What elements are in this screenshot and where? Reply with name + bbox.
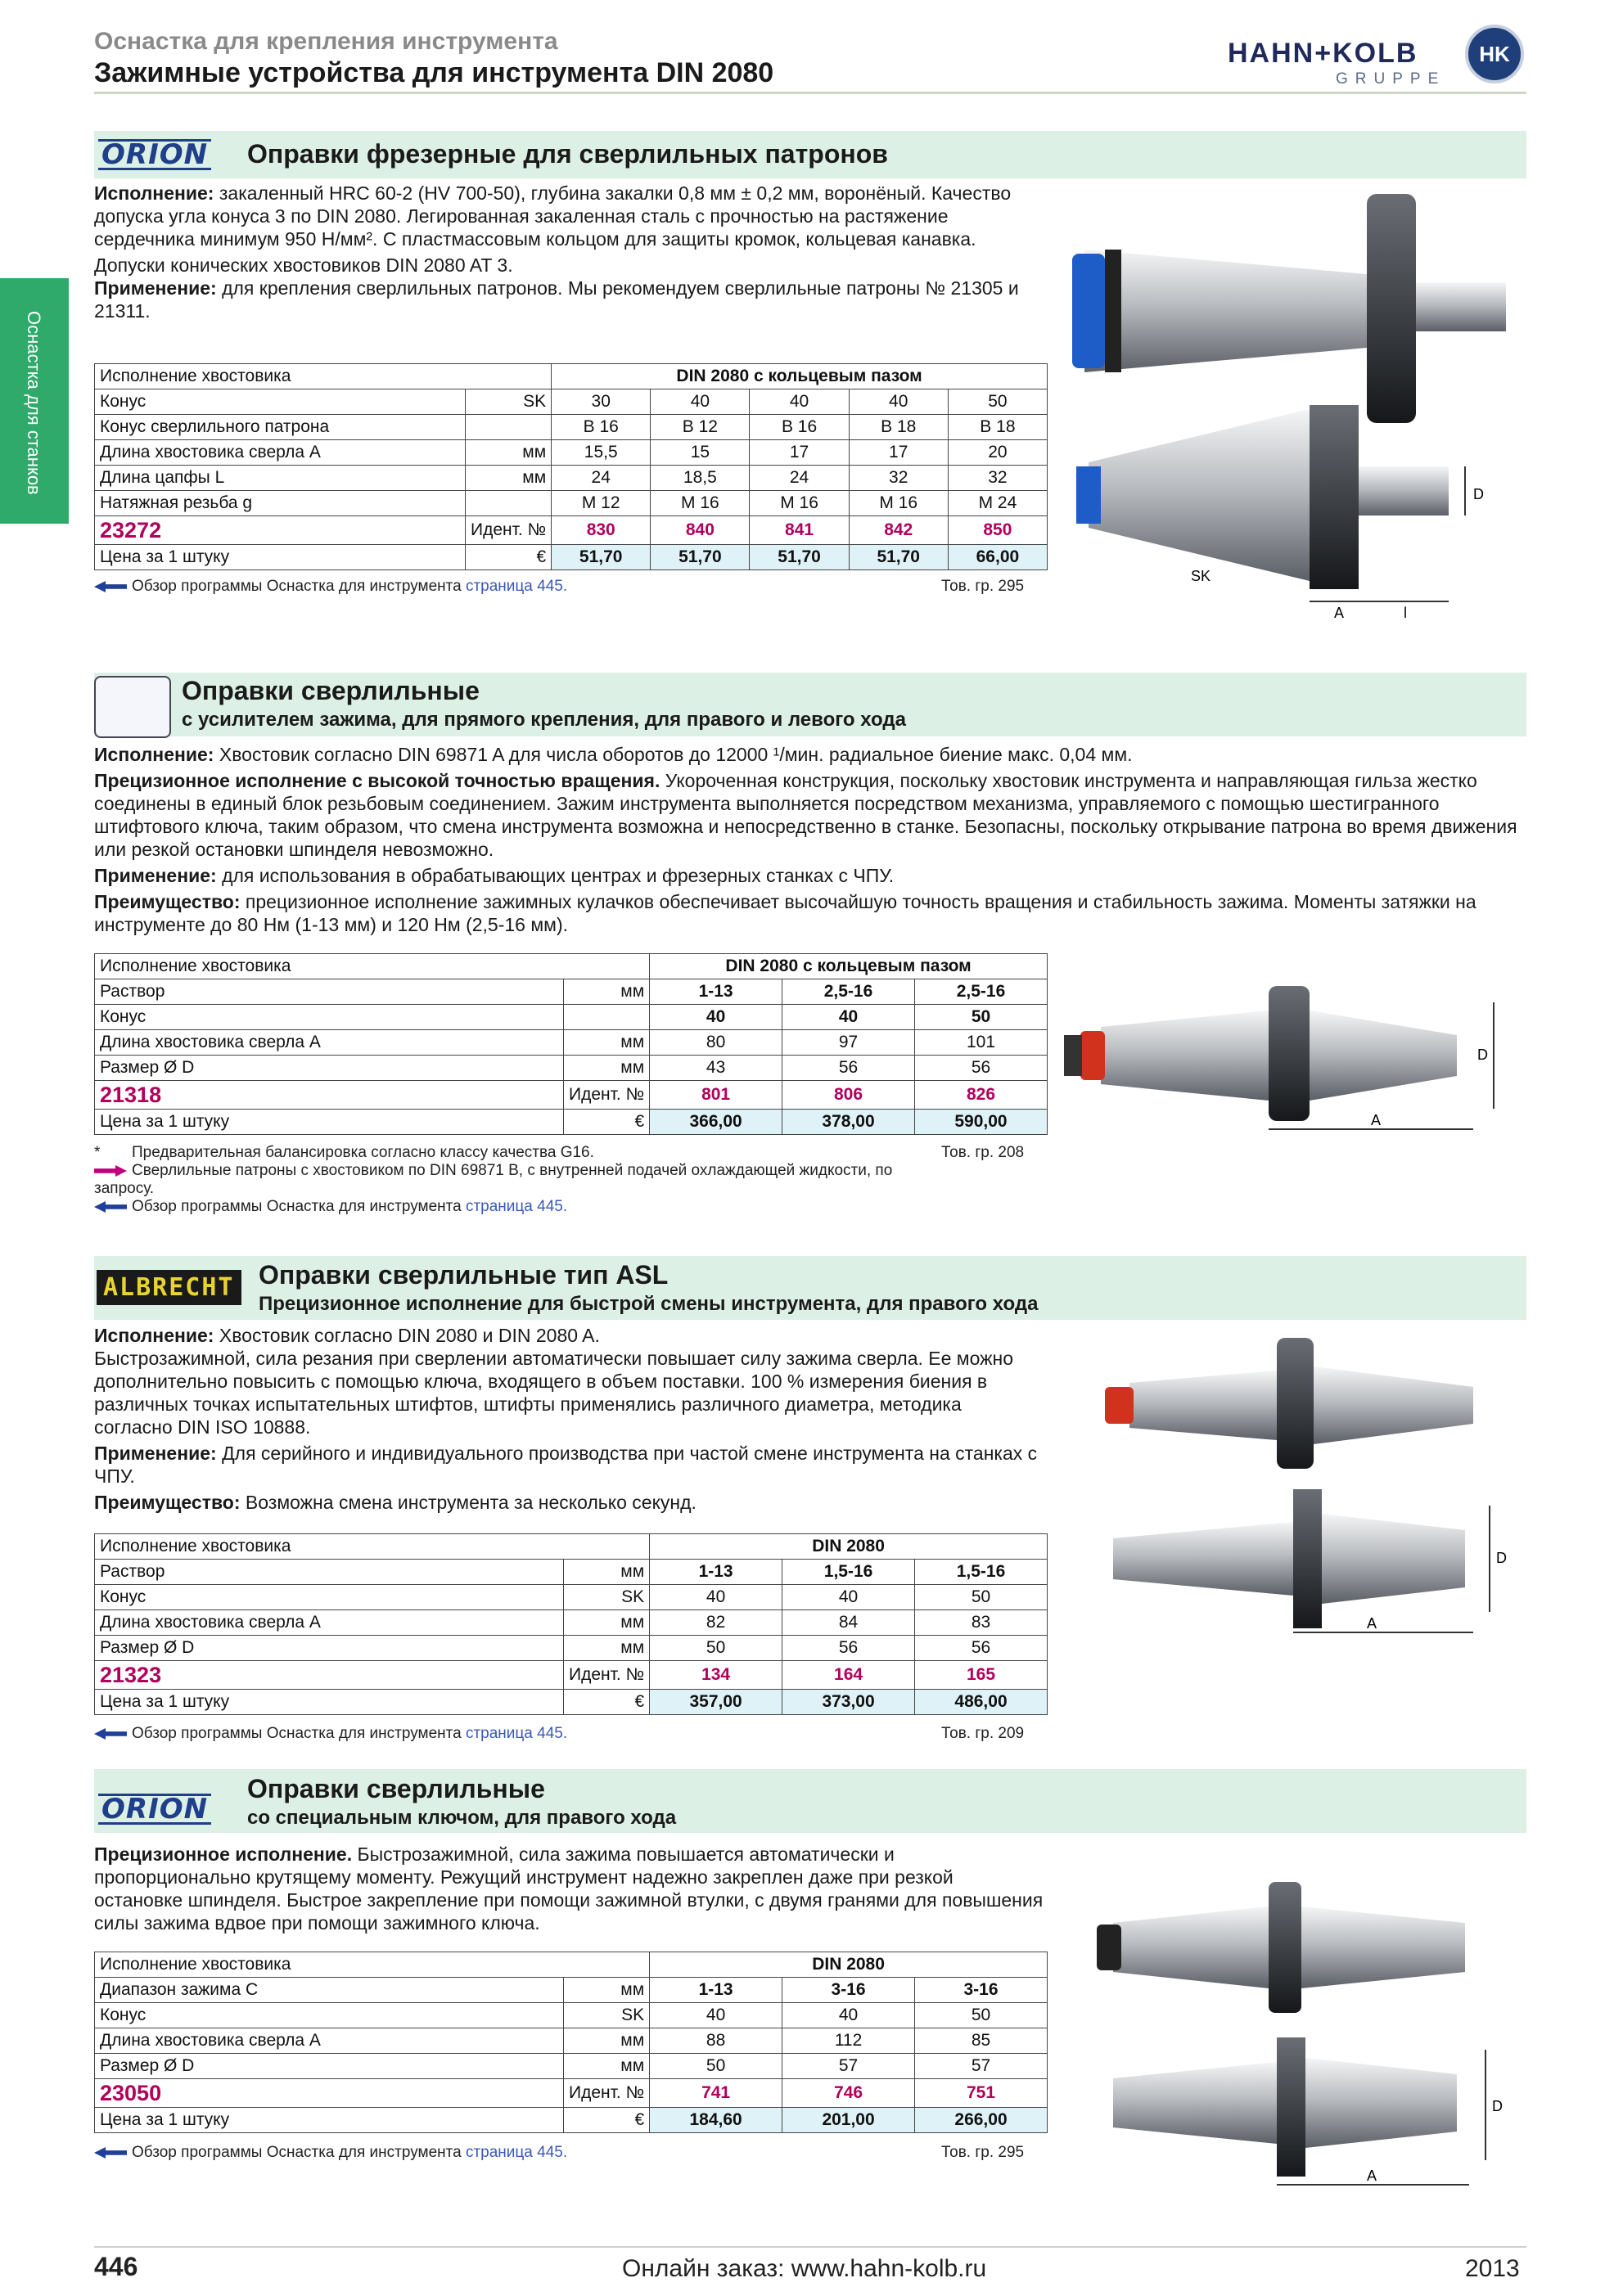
spec-table-2: Исполнение хвостовика DIN 2080 с кольцевым пазом Раствор мм 1-13 2,5-16 2,5-16 Конус 40 40 50 Длина хвостовика сверла A мм 80 97 101 Размер Ø D мм 43 56 56 21318 Идент. № 801 806 826 Цена за 1 штуку € 366,00 378,00 590,00: [94, 953, 1048, 1135]
orion-logo: ORION: [98, 1794, 211, 1825]
id-row: 23272 Идент. № 830 840 841 842 850: [95, 516, 1048, 545]
side-tab-label: Оснастка для станков: [24, 311, 44, 495]
table-row: Раствор мм 1-13 2,5-16 2,5-16: [95, 979, 1048, 1005]
article-number[interactable]: 21318: [95, 1081, 564, 1110]
side-tab[interactable]: [0, 278, 69, 524]
table-row: Длина хвостовика сверла A мм 80 97 101: [95, 1030, 1048, 1056]
page-link[interactable]: страница 445.: [465, 2144, 568, 2161]
page-link[interactable]: страница 445.: [465, 1725, 568, 1742]
product-group: Тов. гр. 209: [941, 1725, 1025, 1742]
logo-seal: HK: [1465, 25, 1524, 83]
arbor-drawing: [1076, 405, 1465, 601]
product-image-1: [1064, 184, 1522, 626]
spec-table-1: [94, 363, 1048, 570]
product-group: Тов. гр. 295: [941, 2144, 1025, 2161]
id-row: 23050 Идент. № 741 746 751: [95, 2079, 1048, 2108]
page-link[interactable]: страница 445.: [465, 1198, 568, 1215]
product-group: Тов. гр. 295: [941, 578, 1025, 595]
overview-note-4: Обзор программы Оснастка для инструмента страница 445.: [94, 2144, 567, 2162]
section-3-subtitle: Прецизионное исполнение для быстрой смены инструмента, для правого хода: [259, 1293, 1039, 1315]
table-row: Конус SK 40 40 50: [95, 2003, 1048, 2028]
ident-no[interactable]: 806: [782, 1081, 915, 1110]
ident-no[interactable]: 134: [650, 1661, 782, 1690]
dim-label: D: [1473, 486, 1484, 502]
section-3-text: Исполнение: Хвостовик согласно DIN 2080 и DIN 2080 A. Быстрозажимной, сила резания при сверлении автоматически повышает силу зажима сверла. Ее можно дополнительно повысить с помощью ключа, входящего в объем поставки. 100 % измерения биения в различных точках испытательных штифтов, штифты применялись различного диаметра, методика согласно DIN ISO 10888. Применение: Для серийного и индивидуального производства при частой смене инструмента на станках с ЧПУ. Преимущество: Возможна смена инструмента за несколько секунд.: [94, 1325, 1038, 1513]
notes-2: * Предварительная балансировка согласно классу качества G16. Сверлильные патроны с хвостовиком по DIN 69871 B, с внутренней подачей охлаждающей жидкости, по запросу. Обзор программы Оснастка для инструмента страница 445.: [94, 1144, 893, 1215]
table-row: Размер Ø D мм 50 56 56: [95, 1636, 1048, 1661]
article-number[interactable]: 21323: [95, 1661, 564, 1690]
product-image-2: [1064, 978, 1522, 1141]
table-row: Конус сверлильного патрона B 16 B 12 B 16 B 18 B 18: [95, 415, 1048, 440]
arrow-left-icon: [94, 581, 127, 592]
product-image-4: [1080, 1874, 1522, 2193]
table-row: Конус SK 40 40 50: [95, 1585, 1048, 1610]
table-row: Размер Ø D мм 43 56 56: [95, 1056, 1048, 1081]
order-online-link[interactable]: Онлайн заказ: www.hahn-kolb.ru: [622, 2255, 987, 2282]
ident-no[interactable]: 841: [750, 516, 849, 545]
ident-no[interactable]: 850: [948, 516, 1047, 545]
page-number: 446: [94, 2252, 138, 2281]
table-row: Размер Ø D мм 50 57 57: [95, 2054, 1048, 2079]
table-row: Конус SK 30 40 40 40 50: [95, 389, 1048, 415]
logo-sub: GRUPPE: [1336, 70, 1446, 88]
price-row: Цена за 1 штуку € 184,60 201,00 266,00: [95, 2108, 1048, 2133]
table-header-span: DIN 2080 с кольцевым пазом: [552, 364, 1048, 389]
albrecht-logo: ALBRECHT: [97, 1270, 241, 1305]
table-row: Диапазон зажима С мм 1-13 3-16 3-16: [95, 1978, 1048, 2003]
dim-label: SK: [1191, 568, 1211, 584]
label-execution: Исполнение:: [94, 182, 214, 204]
section-2-title: Оправки сверлильные: [182, 676, 480, 705]
dim-label: l: [1404, 605, 1407, 621]
overview-note-3: Обзор программы Оснастка для инструмента страница 445.: [94, 1725, 567, 1743]
section-2-subtitle: с усилителем зажима, для прямого крепления, для правого и левого хода: [182, 709, 906, 731]
section-2-text: Исполнение: Хвостовик согласно DIN 69871 A для числа оборотов до 12000 ¹/мин. радиальное биение макс. 0,04 мм. Прецизионное исполнение с высокой точностью вращения. Укороченная конструкция, поскольку хвостовик инструмента и направляющая гильза жестко соединены в единый блок резьбовым соединением. Зажим инструмента выполняется посредством механизма, управляемого с помощью шестигранного штифтового ключа, таким образом, что смена инструмента возможна и непосредственно в станке. Безопасны, поскольку открывание патрона во время движения или резкой остановки шпинделя невозможно. Применение: для использования в обрабатывающих центрах и фрезерных станках с ЧПУ. Преимущество: прецизионное исполнение зажимных кулачков обеспечивает высочайшую точность вращения и стабильность зажима. Моменты затяжки на инструменте до 80 Нм (1-13 мм) и 120 Нм (2,5-16 мм).: [94, 744, 1517, 935]
catalog-year: 2013: [1465, 2255, 1520, 2282]
ident-no[interactable]: 842: [849, 516, 948, 545]
product-group: Тов. гр. 208: [941, 1144, 1025, 1161]
table-row: Длина хвостовика сверла A мм 88 112 85: [95, 2028, 1048, 2054]
table-row: Длина цапфы L мм 24 18,5 24 32 32: [95, 466, 1048, 491]
ident-no[interactable]: 830: [552, 516, 651, 545]
section-4-title: Оправки сверлильные: [247, 1774, 545, 1803]
arrow-left-icon: [94, 2147, 127, 2159]
section-4-subtitle: со специальным ключом, для правого хода: [247, 1807, 677, 1829]
dim-label: A: [1367, 1615, 1377, 1632]
table-row: Длина хвостовика сверла A мм 82 84 83: [95, 1610, 1048, 1636]
ident-no[interactable]: 164: [782, 1661, 915, 1690]
table-header-label: Исполнение хвостовика: [95, 364, 552, 389]
dim-label: A: [1334, 605, 1345, 621]
ident-no[interactable]: 746: [782, 2079, 915, 2108]
ident-no[interactable]: 741: [650, 2079, 782, 2108]
header-divider: [94, 92, 1526, 94]
article-number[interactable]: 23050: [95, 2079, 564, 2108]
arrow-left-icon: [94, 1728, 127, 1740]
price-row: Цена за 1 штуку € 357,00 373,00 486,00: [95, 1690, 1048, 1715]
spec-table-4: Исполнение хвостовика DIN 2080 Диапазон зажима С мм 1-13 3-16 3-16 Конус SK 40 40 50 Длина хвостовика сверла A мм 88 112 85 Размер Ø D мм 50 57 57 23050 Идент. № 741 746 751 Цена за 1 штуку € 184,60 201,00 266,00: [94, 1952, 1048, 2133]
overview-note-1: Обзор программы Оснастка для инструмента страница 445.: [94, 578, 567, 596]
page-title: Зажимные устройства для инструмента DIN 2080: [94, 57, 774, 88]
text-application: для крепления сверлильных патронов. Мы рекомендуем сверлильные патроны № 21305 и 21311.: [94, 277, 1019, 322]
table-row: Конус 40 40 50: [95, 1005, 1048, 1030]
id-row: 21323 Идент. № 134 164 165: [95, 1661, 1048, 1690]
footer-divider: [94, 2246, 1526, 2248]
dim-label: A: [1367, 2168, 1377, 2184]
orion-logo: ORION: [98, 139, 211, 170]
ident-no[interactable]: 751: [915, 2079, 1048, 2108]
id-row: 21318 Идент. № 801 806 826: [95, 1081, 1048, 1110]
page-link[interactable]: страница 445.: [465, 578, 568, 595]
table-row: Длина хвостовика сверла A мм 15,5 15 17 17 20: [95, 440, 1048, 466]
spec-table-3: Исполнение хвостовика DIN 2080 Раствор мм 1-13 1,5-16 1,5-16 Конус SK 40 40 50 Длина хвостовика сверла A мм 82 84 83 Размер Ø D мм 50 56 56 21323 Идент. № 134 164 165 Цена за 1 штуку € 357,00 373,00 486,00: [94, 1533, 1048, 1715]
ident-no[interactable]: 826: [915, 1081, 1048, 1110]
hahn-kolb-logo: [1228, 25, 1522, 90]
section-1-text: [94, 182, 1035, 322]
table-row: Натяжная резьба g M 12 M 16 M 16 M 16 M 24: [95, 491, 1048, 516]
section-3-title: Оправки сверлильные тип ASL: [259, 1260, 669, 1290]
dim-label: D: [1492, 2098, 1503, 2114]
product-image-3: [1080, 1326, 1522, 1645]
table-row: Раствор мм 1-13 1,5-16 1,5-16: [95, 1560, 1048, 1585]
dim-label: D: [1477, 1047, 1488, 1063]
ident-no[interactable]: 165: [915, 1661, 1048, 1690]
logo-word: HAHN+KOLB: [1228, 38, 1418, 69]
arrow-left-icon: [94, 1201, 127, 1213]
header-category: Оснастка для крепления инструмента: [94, 28, 558, 55]
text-tolerances: Допуски конических хвостовиков DIN 2080 AT 3.: [94, 254, 513, 276]
arbor-photo: [1072, 194, 1506, 423]
arrow-right-icon: [94, 1165, 127, 1177]
section-4-text: Прецизионное исполнение. Быстрозажимной, сила зажима повышается автоматически и пропорционально крутящему моменту. Режущий инструмент надежно закреплен даже при резкой остановке шпинделя. Быстрое закрепление при помощи зажимной втулки, с двумя гранями для повышения силы зажима вдвое при помощи зажимного ключа.: [94, 1844, 1044, 1934]
text-execution: закаленный HRC 60-2 (HV 700-50), глубина закалки 0,8 мм ± 0,2 мм, воронёный. Качество допуска угла конуса 3 по DIN 2080. Легированная закаленная сталь с прочностью на растяжение сердечника минимум 950 Н/мм². С пластмассовым кольцом для защиты кромок, кольцевая канавка.: [94, 182, 1012, 250]
manufacturer-badge-icon: [94, 676, 171, 738]
label-application: Применение:: [94, 277, 217, 299]
section-1-title: Оправки фрезерные для сверлильных патронов: [247, 139, 888, 169]
price-row: Цена за 1 штуку € 51,70 51,70 51,70 51,70 66,00: [95, 545, 1048, 570]
dim-label: D: [1496, 1550, 1507, 1566]
dim-label: A: [1371, 1112, 1382, 1128]
ident-no[interactable]: 801: [650, 1081, 782, 1110]
ident-no[interactable]: 840: [651, 516, 750, 545]
article-number[interactable]: 23272: [95, 516, 466, 545]
price-row: Цена за 1 штуку € 366,00 378,00 590,00: [95, 1110, 1048, 1135]
